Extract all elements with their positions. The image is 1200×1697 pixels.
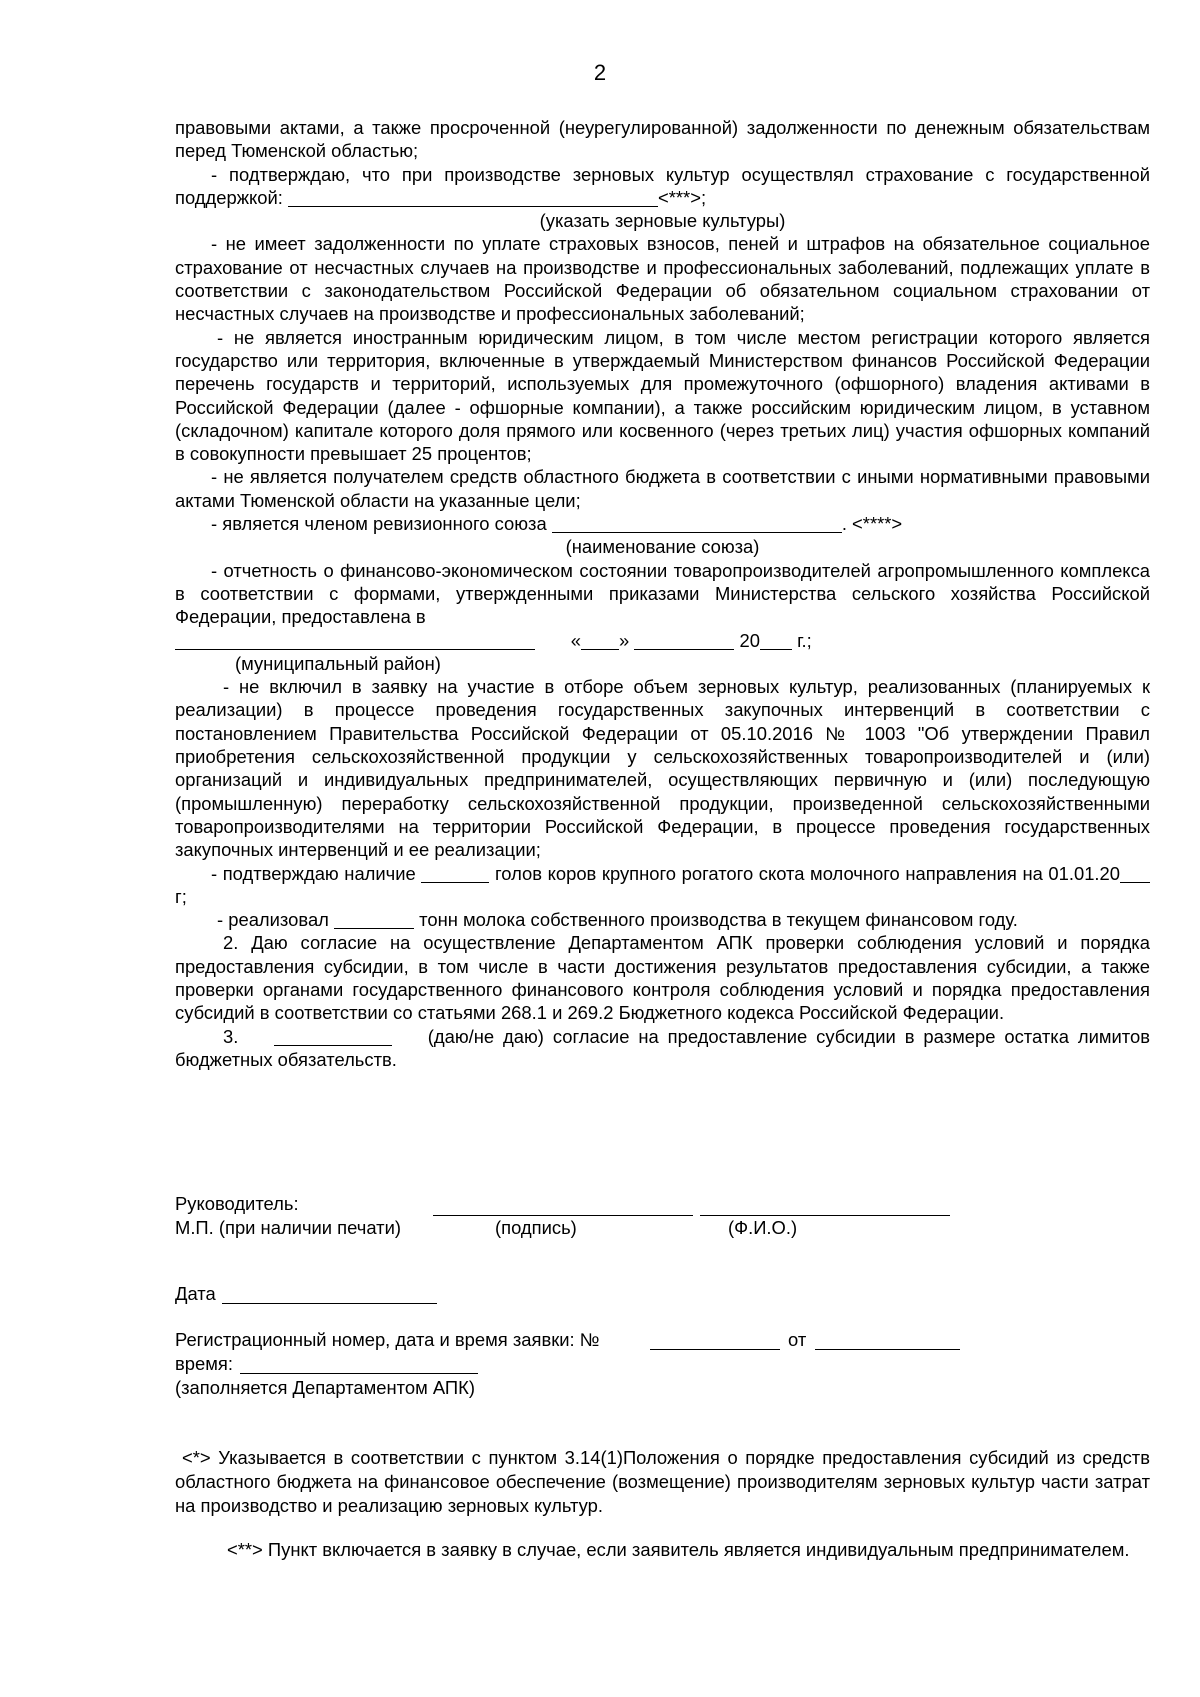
paragraph-milk: - реализовал тонн молока собственного производства в текущем финансовом году. bbox=[217, 909, 1018, 931]
paragraph-reporting-blanks: « » 20 г.; bbox=[175, 629, 1150, 652]
registration-from-label: от bbox=[788, 1329, 807, 1350]
filled-by-note: (заполняется Департаментом АПК) bbox=[175, 1377, 475, 1398]
paragraph-interventions: - не включил в заявку на участие в отборе объем зерновых культур, реализованных (планируемых к реализации) в процессе проведения государственных закупочных интервенций в соответствии с постановлением Правительства Российской Федерации от 05.10.2016 № 1003 "Об утверждении Правил приобретения сельскохозяйственной продукции у сельскохозяйственных товаропроизводителей и (или) организаций и индивидуальных предпринимателей, осуществляющих первичную и (или) последующую (промышленную) переработку сельскохозяйственной продукции, произведенной сельскохозяйственными товаропроизводителями на территории Российской Федерации, в процессе проведения государственных закупочных интервенций и ее реализации; bbox=[175, 676, 1150, 861]
registration-label: Регистрационный номер, дата и время заявки: № bbox=[175, 1329, 600, 1350]
name-caption: (Ф.И.О.) bbox=[728, 1217, 798, 1238]
page-number: 2 bbox=[593, 60, 607, 85]
date-label: Дата bbox=[175, 1283, 216, 1304]
consent-blank bbox=[274, 1027, 392, 1046]
footnote-2: <**> Пункт включается в заявку в случае, если заявитель является индивидуальным предпринимателем. bbox=[227, 1539, 1130, 1560]
caption-district: (муниципальный район) bbox=[235, 652, 441, 674]
document-body bbox=[175, 116, 1150, 1071]
paragraph-consent-audit: 2. Даю согласие на осуществление Департаментом АПК проверки соблюдения условий и порядка предоставления субсидии, в том числе в части достижения результатов предоставления субсидии, а также проверки органами государственного финансового контроля соблюдения условий и порядка предоставления субсидий в соответствии со статьями 268.1 и 269.2 Бюджетного кодекса Российской Федерации. bbox=[175, 932, 1150, 1024]
year-blank bbox=[760, 631, 792, 650]
paragraph-audit-union: - является членом ревизионного союза . <****> bbox=[211, 513, 903, 535]
time-label: время: bbox=[175, 1353, 233, 1374]
paragraph-no-insurance-debt: - не имеет задолженности по уплате страховых взносов, пеней и штрафов на обязательное социальное страхование от несчастных случаев на производстве и профессиональных заболеваний, подлежащих уплате в соответствии с законодательством Российской Федерации об обязательном социальном страховании от несчастных случаев на производстве и профессиональных заболеваний; bbox=[175, 233, 1150, 325]
stamp-label: М.П. (при наличии печати) bbox=[175, 1217, 401, 1238]
caption-union: (наименование союза) bbox=[565, 536, 760, 558]
paragraph-not-foreign-entity: - не является иностранным юридическим лицом, в том числе местом регистрации которого является государство или территория, включенные в утверждаемый Министерством финансов Российской Федерации перечень государств и территорий, используемых для промежуточного (офшорного) владения активами в Российской Федерации (далее - офшорные компании), а также российским юридическим лицом, в уставном (складочном) капитале которого доля прямого или косвенного (через третьих лиц) участия офшорных компаний в совокупности превышает 25 процентов; bbox=[175, 326, 1150, 465]
crops-blank bbox=[288, 188, 658, 207]
head-label: Руководитель: bbox=[175, 1193, 299, 1214]
paragraph-not-budget-recipient: - не является получателем средств областного бюджета в соответствии с иными нормативными правовыми актами Тюменской области на указанные цели; bbox=[175, 466, 1150, 511]
month-blank bbox=[634, 631, 734, 650]
registration-number-line bbox=[650, 1349, 780, 1350]
paragraph-debt-continuation: правовыми актами, а также просроченной (неурегулированной) задолженности по денежным обязательствам перед Тюменской областью; bbox=[175, 117, 1150, 162]
caption-crops: (указать зерновые культуры) bbox=[539, 210, 786, 232]
signature-caption: (подпись) bbox=[495, 1217, 577, 1238]
paragraph-reporting: - отчетность о финансово-экономическом состоянии товаропроизводителей агропромышленного комплекса в соответствии с формами, утвержденными приказами Министерства сельского хозяйства Российской Федерации, предоставлена в bbox=[175, 559, 1150, 628]
district-blank bbox=[175, 631, 535, 650]
cattle-year-blank bbox=[1120, 864, 1150, 883]
paragraph-consent-limits: 3. (даю/не даю) согласие на предоставление субсидии в размере остатка лимитов бюджетных обязательств. bbox=[175, 1025, 1150, 1070]
paragraph-cattle: - подтверждаю наличие голов коров крупного рогатого скота молочного направления на 01.01.20г; bbox=[175, 862, 1150, 909]
time-line bbox=[240, 1373, 478, 1374]
registration-date-line bbox=[815, 1349, 960, 1350]
milk-blank bbox=[334, 910, 414, 929]
date-line bbox=[222, 1303, 437, 1304]
footnote-1: <*> Указывается в соответствии с пунктом 3.14(1)Положения о порядке предоставления субсидий из средств областного бюджета на финансовое обеспечение (возмещение) производителям зерновых культур части затрат на производство и реализацию зерновых культур. bbox=[175, 1447, 1150, 1516]
day-blank bbox=[581, 631, 619, 650]
paragraph-insurance: - подтверждаю, что при производстве зерновых культур осуществлял страхование с государственной поддержкой: <***>; bbox=[175, 163, 1150, 208]
union-blank bbox=[552, 514, 842, 533]
cattle-blank bbox=[421, 864, 489, 883]
